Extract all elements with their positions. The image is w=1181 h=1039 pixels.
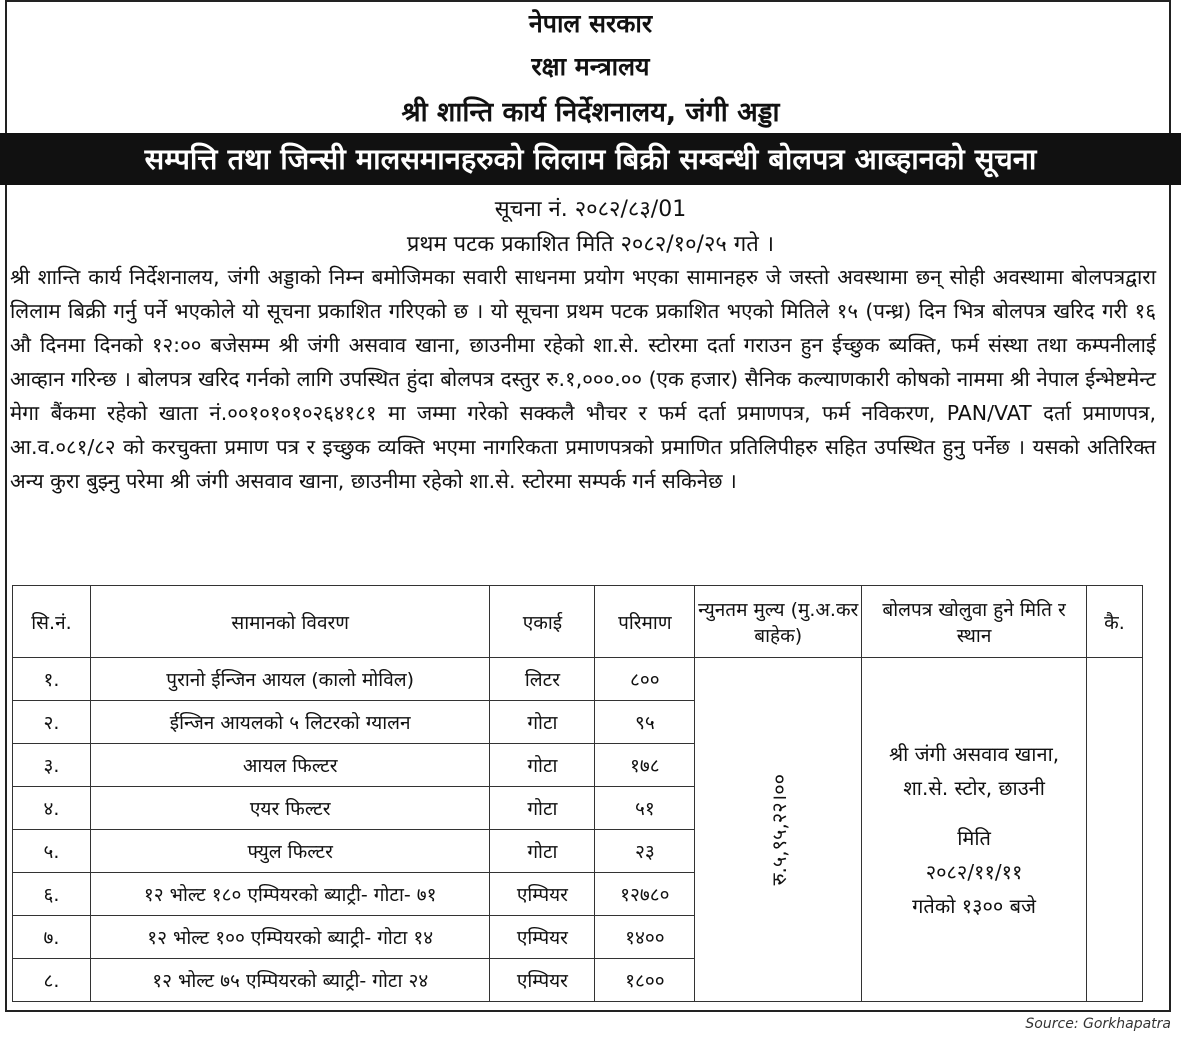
cell-unit: गोटा	[490, 830, 595, 873]
cell-description: १२ भोल्ट १८० एम्पियरको ब्याट्री- गोटा- ७१	[90, 873, 490, 916]
notice-body: श्री शान्ति कार्य निर्देशनालय, जंगी अड्डाको निम्न बमोजिमका सवारी साधनमा प्रयोग भएका सामानहरु जे जस्तो अवस्थामा छन् सोही अवस्थामा बोलपत्रद्वारा लिलाम बिक्री गर्नु पर्ने भएकोले यो सूचना प्रकाशित गरिएको छ । यो सूचना प्रथम पटक प्रकाशित भएको मितिले १५ (पन्ध्र) दिन भित्र बोलपत्र खरिद गरी १६ औ दिनमा दिनको १२:०० बजेसम्म श्री जंगी असवाव खाना, छाउनीमा रहेको शा.से. स्टोरमा दर्ता गराउन हुन ईच्छुक ब्यक्ति, फर्म संस्था तथा कम्पनीलाई आव्हान गरिन्छ । बोलपत्र खरिद गर्नको लागि उपस्थित हुंदा बोलपत्र दस्तुर रु.१,०००.०० (एक हजार) सैनिक कल्याणकारी कोषको नाममा श्री नेपाल ईन्भेष्टमेन्ट मेगा बैंकमा रहेको खाता नं.००१०१०१०२६४१८१ मा जम्मा गरेको सक्कलै भौचर र फर्म दर्ता प्रमाणपत्र, फर्म नविकरण, PAN/VAT दर्ता प्रमाणपत्र, आ.व.०८१/८२ को करचुक्ता प्रमाण पत्र र इच्छुक व्यक्ति भएमा नागरिकता प्रमाणपत्रको प्रमाणित प्रतिलिपीहरु सहित उपस्थित हुनु पर्नेछ । यसको अतिरिक्त अन्य कुरा बुझ्नु परेमा श्री जंगी असवाव खाना, छाउनीमा रहेको शा.से. स्टोरमा सम्पर्क गर्न सकिनेछ ।	[10, 265, 1156, 493]
notice-number: सूचना नं. २०८२/८३/01	[494, 197, 687, 222]
header-government: नेपाल सरकार	[528, 9, 653, 38]
col-unit: एकाई	[490, 586, 595, 658]
cell-unit: एम्पियर	[490, 873, 595, 916]
notice-title-banner: सम्पत्ति तथा जिन्सी मालसमानहरुको लिलाम बिक्री सम्बन्धी बोलपत्र आब्हानको सूचना	[0, 133, 1181, 185]
source-credit: Source: Gorkhapatra	[1025, 1016, 1171, 1032]
cell-serial: २.	[13, 701, 91, 744]
min-price-value: रु.५,९५,२२।००	[766, 773, 791, 886]
opening-time: गतेको १३०० बजे	[912, 893, 1036, 918]
table-row	[13, 658, 1143, 701]
cell-quantity: १७८	[595, 744, 695, 787]
cell-serial: ८.	[13, 959, 91, 1002]
cell-quantity: ८००	[595, 658, 695, 701]
items-table	[12, 585, 1143, 1002]
cell-serial: ७.	[13, 916, 91, 959]
cell-unit: गोटा	[490, 744, 595, 787]
cell-serial: ६.	[13, 873, 91, 916]
cell-quantity: १२७८०	[595, 873, 695, 916]
cell-unit: लिटर	[490, 658, 595, 701]
opening-date: २०८२/११/११	[925, 859, 1023, 884]
cell-remarks	[1087, 658, 1143, 1002]
cell-description: १२ भोल्ट १०० एम्पियरको ब्याट्री- गोटा १४	[90, 916, 490, 959]
cell-quantity: १८००	[595, 959, 695, 1002]
cell-unit: गोटा	[490, 701, 595, 744]
col-serial: सि.नं.	[13, 586, 91, 658]
opening-date-label: मिति	[957, 825, 991, 850]
cell-description: एयर फिल्टर	[90, 787, 490, 830]
cell-description: १२ भोल्ट ७५ एम्पियरको ब्याट्री- गोटा २४	[90, 959, 490, 1002]
cell-serial: १.	[13, 658, 91, 701]
cell-unit: गोटा	[490, 787, 595, 830]
publish-date: प्रथम पटक प्रकाशित मिति २०८२/१०/२५ गते ।	[406, 232, 775, 257]
cell-description: फ्युल फिल्टर	[90, 830, 490, 873]
cell-serial: ४.	[13, 787, 91, 830]
cell-quantity: २३	[595, 830, 695, 873]
cell-description: पुरानो ईन्जिन आयल (कालो मोविल)	[90, 658, 490, 701]
cell-unit: एम्पियर	[490, 916, 595, 959]
cell-description: आयल फिल्टर	[90, 744, 490, 787]
cell-description: ईन्जिन आयलको ५ लिटरको ग्यालन	[90, 701, 490, 744]
col-quantity: परिमाण	[595, 586, 695, 658]
col-remarks: कै.	[1087, 586, 1143, 658]
cell-min-price	[695, 658, 862, 1002]
header-directorate: श्री शान्ति कार्य निर्देशनालय, जंगी अड्डा	[401, 97, 780, 128]
cell-quantity: १४००	[595, 916, 695, 959]
cell-serial: ३.	[13, 744, 91, 787]
cell-unit: एम्पियर	[490, 959, 595, 1002]
header-ministry: रक्षा मन्त्रालय	[531, 52, 650, 81]
cell-quantity: ९५	[595, 701, 695, 744]
col-description: सामानको विवरण	[90, 586, 490, 658]
col-opening: बोलपत्र खोलुवा हुने मिति र स्थान	[862, 586, 1087, 658]
cell-opening	[862, 658, 1087, 1002]
cell-quantity: ५१	[595, 787, 695, 830]
col-min-price: न्युनतम मुल्य (मु.अ.कर बाहेक)	[695, 586, 862, 658]
opening-location: श्री जंगी असवाव खाना, शा.से. स्टोर, छाउनी	[889, 741, 1060, 800]
cell-serial: ५.	[13, 830, 91, 873]
table-header-row	[13, 586, 1143, 658]
